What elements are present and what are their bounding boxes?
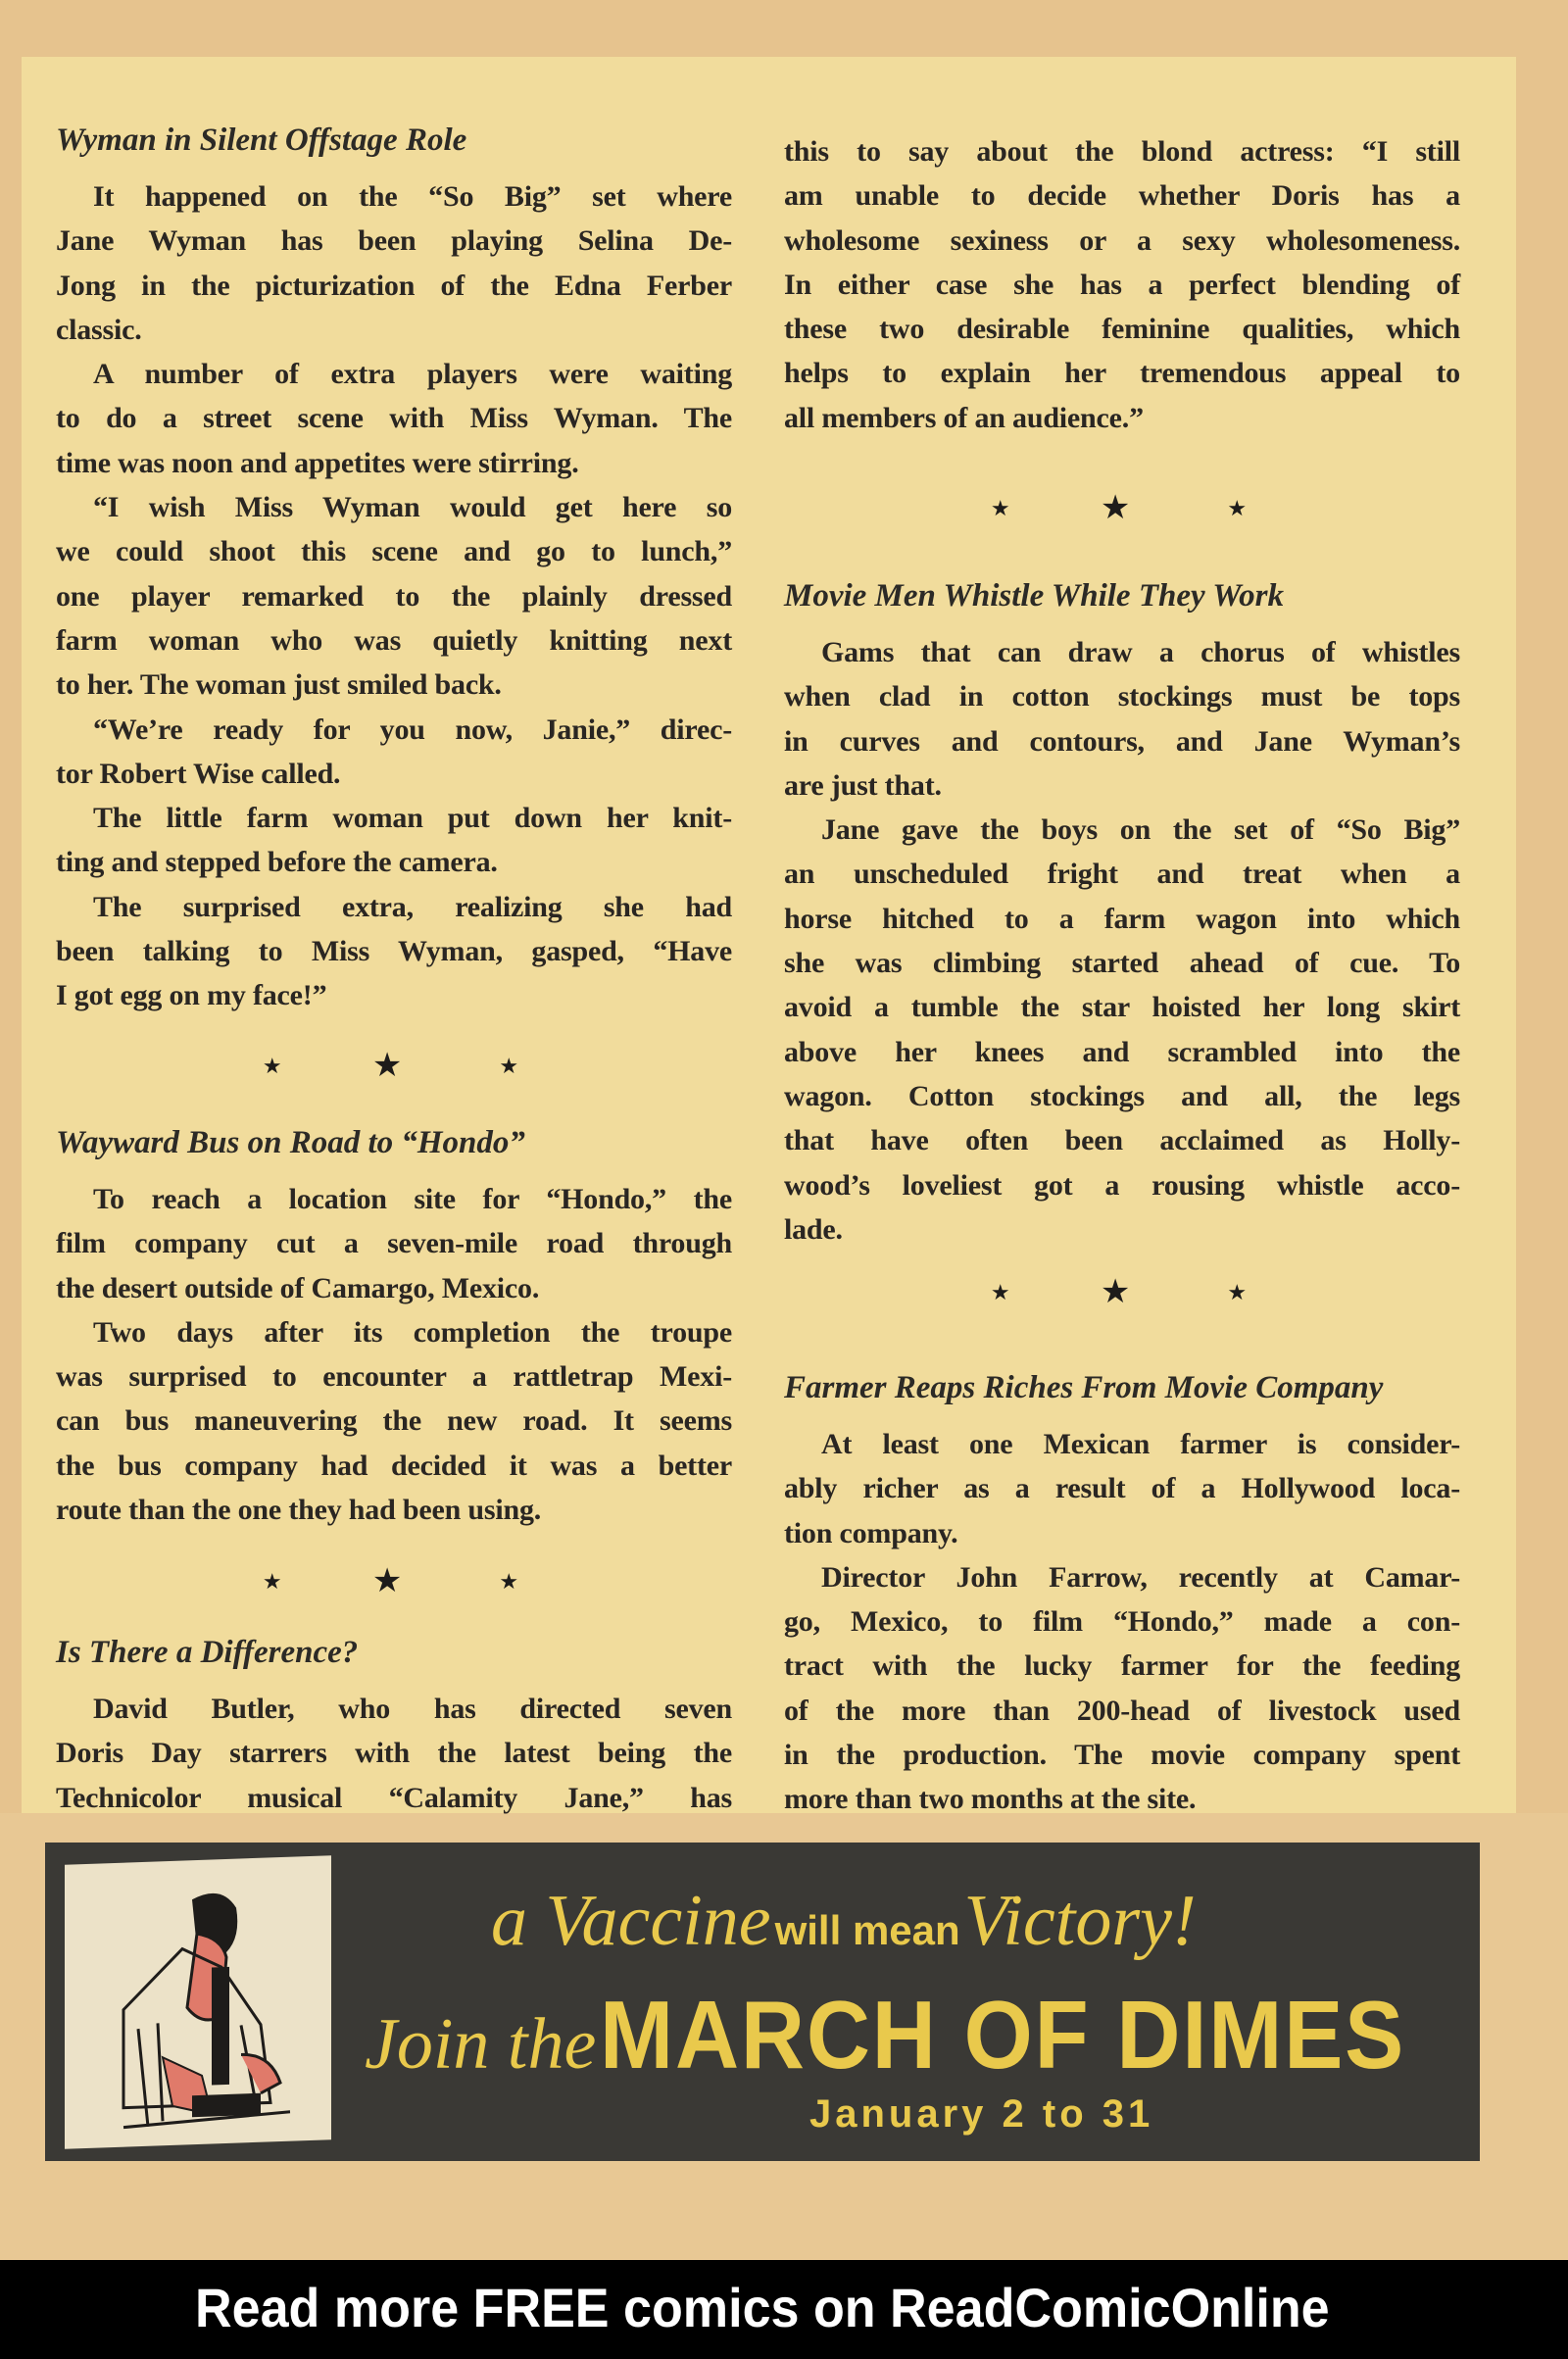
article — [784, 574, 1460, 1252]
article-heading: Wayward Bus on Road to “Hondo” — [56, 1125, 525, 1160]
ad-join-the-text: Join the — [365, 2004, 597, 2085]
star-icon: ★ — [1100, 1274, 1131, 1310]
star-icon: ★ — [499, 1569, 519, 1594]
ad-will-mean-text: will mean — [774, 1907, 960, 1953]
text-line: The little farm woman put down her knit- — [93, 802, 732, 835]
article-paragraph — [56, 485, 732, 707]
ad-dates-text: January 2 to 31 — [809, 2092, 1154, 2136]
article-paragraph — [784, 808, 1460, 1252]
ad-victory-text: Victory! — [963, 1881, 1197, 1961]
text-line: an unscheduled fright and treat when a — [784, 858, 1460, 891]
article-heading: Farmer Reaps Riches From Movie Company — [784, 1370, 1384, 1405]
text-line: we could shoot this scene and go to lunch,” — [56, 535, 732, 568]
scientist-microscope-illustration — [65, 1855, 331, 2148]
text-line: film company cut a seven-mile road through — [56, 1227, 732, 1260]
article-paragraph — [56, 1177, 732, 1310]
text-line: time was noon and appetites were stirring. — [56, 446, 579, 479]
promo-banner[interactable] — [0, 2260, 1568, 2359]
text-line: classic. — [56, 313, 142, 346]
text-line: one player remarked to the plainly dressed — [56, 579, 732, 613]
text-line: helps to explain her tremendous appeal to — [784, 357, 1460, 390]
text-line: go, Mexico, to film “Hondo,” made a con- — [784, 1605, 1460, 1639]
text-line: Two days after its completion the troupe — [93, 1315, 732, 1349]
star-icon: ★ — [990, 496, 1010, 520]
article-heading: Is There a Difference? — [56, 1635, 359, 1670]
star-icon: ★ — [262, 1054, 282, 1078]
text-line: she was climbing started ahead of cue. To — [784, 947, 1460, 980]
text-line: more than two months at the site. — [784, 1783, 1197, 1816]
scientist-icon — [65, 1855, 331, 2148]
star-icon: ★ — [1227, 496, 1248, 520]
text-line: in curves and contours, and Jane Wyman’s — [784, 724, 1460, 758]
star-icon: ★ — [1100, 490, 1131, 526]
text-line: the bus company had decided it was a better — [56, 1449, 732, 1482]
text-line: route than the one they had been using. — [56, 1494, 542, 1527]
text-line: ably richer as a result of a Hollywood loca- — [784, 1472, 1460, 1505]
star-divider — [784, 1273, 1460, 1312]
text-line: are just that. — [784, 768, 942, 802]
article-paragraph — [56, 1310, 732, 1532]
article-paragraph — [784, 630, 1460, 808]
article-paragraph — [784, 1422, 1460, 1555]
star-icon: ★ — [1227, 1280, 1248, 1304]
text-line: Doris Day starrers with the latest being the — [56, 1737, 732, 1770]
text-line: of the more than 200-head of livestock used — [784, 1694, 1460, 1727]
ad-march-of-dimes-text: MARCH OF DIMES — [600, 1981, 1406, 2089]
text-line: that have often been acclaimed as Holly- — [784, 1124, 1460, 1157]
text-line: At least one Mexican farmer is consider- — [821, 1428, 1460, 1460]
march-of-dimes-ad — [45, 1843, 1480, 2161]
text-line: above her knees and scrambled into the — [784, 1035, 1460, 1068]
text-line: Director John Farrow, recently at Camar- — [821, 1560, 1460, 1594]
text-line: to her. The woman just smiled back. — [56, 668, 502, 702]
star-icon: ★ — [499, 1054, 519, 1078]
star-divider — [784, 489, 1460, 528]
text-line: all members of an audience.” — [784, 401, 1144, 434]
text-line: to do a street scene with Miss Wyman. The — [56, 402, 732, 435]
text-line: these two desirable feminine qualities, which — [784, 313, 1460, 346]
text-line: wagon. Cotton stockings and all, the legs — [784, 1079, 1460, 1112]
star-icon: ★ — [371, 1048, 403, 1084]
article-paragraph — [784, 129, 1460, 440]
text-line: tract with the lucky farmer for the feeding — [784, 1649, 1460, 1683]
text-line: can bus maneuvering the new road. It seems — [56, 1404, 732, 1438]
text-line: I got egg on my face!” — [56, 979, 327, 1012]
text-line: Jane gave the boys on the set of “So Big” — [821, 813, 1460, 847]
text-line: To reach a location site for “Hondo,” the — [93, 1183, 732, 1215]
article-heading: Movie Men Whistle While They Work — [784, 578, 1285, 614]
text-line: am unable to decide whether Doris has a — [784, 179, 1460, 213]
article-paragraph — [56, 1687, 732, 1820]
text-line: “I wish Miss Wyman would get here so — [93, 491, 732, 524]
text-line: Gams that can draw a chorus of whistles — [821, 636, 1460, 668]
article-paragraph — [56, 708, 732, 797]
text-line: A number of extra players were waiting — [93, 358, 732, 391]
text-line: Jong in the picturization of the Edna Ferber — [56, 269, 732, 302]
text-line: Jane Wyman has been playing Selina De- — [56, 224, 732, 258]
text-line: avoid a tumble the star hoisted her long skirt — [784, 991, 1460, 1024]
text-line: horse hitched to a farm wagon into which — [784, 902, 1460, 935]
text-line: ting and stepped before the camera. — [56, 846, 498, 879]
text-line: wood’s loveliest got a rousing whistle acco- — [784, 1168, 1460, 1202]
text-line: wholesome sexiness or a sexy wholesomeness. — [784, 223, 1460, 257]
text-line: been talking to Miss Wyman, gasped, “Have — [56, 935, 732, 968]
promo-banner-text[interactable]: Read more FREE comics on ReadComicOnline — [195, 2277, 1330, 2338]
ad-join-line — [365, 1980, 1476, 2090]
text-line: when clad in cotton stockings must be tops — [784, 680, 1460, 713]
text-line: farm woman who was quietly knitting next — [56, 623, 732, 657]
article — [56, 1121, 732, 1532]
article-paragraph — [56, 174, 732, 352]
article-paragraph — [784, 1555, 1460, 1822]
article — [784, 1366, 1460, 1822]
ad-headline — [491, 1880, 1197, 1963]
star-icon: ★ — [990, 1280, 1010, 1304]
text-line: Technicolor musical “Calamity Jane,” has — [56, 1781, 732, 1814]
article-paragraph — [56, 885, 732, 1018]
text-line: It happened on the “So Big” set where — [93, 180, 732, 213]
text-line: the desert outside of Camargo, Mexico. — [56, 1271, 540, 1304]
article — [56, 1631, 732, 1820]
article-paragraph — [56, 352, 732, 485]
text-line: this to say about the blond actress: “I still — [784, 135, 1460, 168]
text-line: “We’re ready for you now, Janie,” direc- — [93, 713, 732, 746]
star-divider — [56, 1047, 732, 1086]
text-line: lade. — [784, 1212, 843, 1246]
text-line: was surprised to encounter a rattletrap Mexi- — [56, 1360, 732, 1394]
text-line: tor Robert Wise called. — [56, 757, 341, 790]
text-line: In either case she has a perfect blending of — [784, 268, 1460, 301]
text-line: in the production. The movie company spent — [784, 1739, 1460, 1772]
text-line: David Butler, who has directed seven — [93, 1693, 732, 1725]
article-paragraph — [56, 796, 732, 885]
article — [56, 119, 732, 1018]
ad-vaccine-text: a Vaccine — [491, 1881, 771, 1961]
text-line: The surprised extra, realizing she had — [93, 890, 732, 923]
star-icon: ★ — [371, 1563, 403, 1599]
star-divider — [56, 1562, 732, 1601]
article-heading: Wyman in Silent Offstage Role — [56, 123, 467, 158]
text-line: tion company. — [784, 1516, 958, 1549]
star-icon: ★ — [262, 1569, 282, 1594]
article — [784, 129, 1460, 440]
